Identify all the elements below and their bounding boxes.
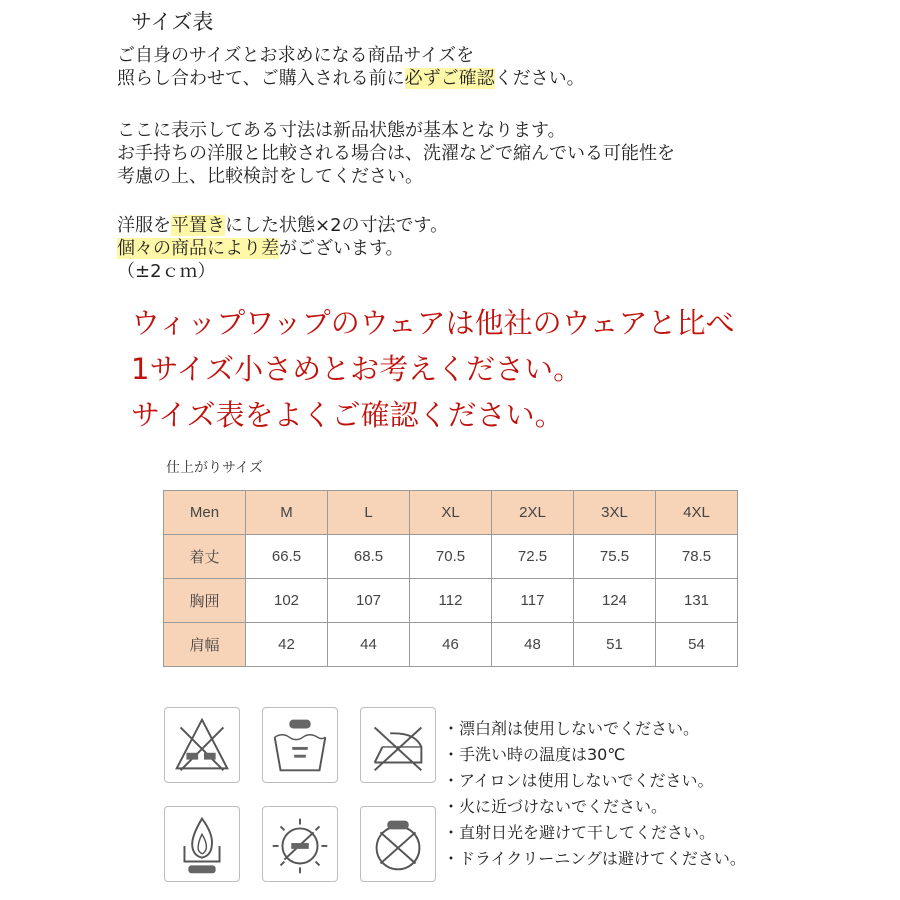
row-label: 肩幅	[164, 623, 246, 667]
table-row	[164, 579, 738, 623]
warning-line-1: ウィップワップのウェアは他社のウェアと比べ	[131, 306, 735, 340]
table-cell: 68.5	[328, 535, 410, 579]
highlight-text: 必ずご確認	[404, 68, 495, 89]
table-cell: 46	[410, 623, 492, 667]
intro-line-2: 照らし合わせて、ご購入される前に必ずご確認ください。	[117, 68, 585, 89]
table-cell: 42	[246, 623, 328, 667]
highlight-text: 個々の商品により差	[117, 238, 279, 259]
row-label: 着丈	[164, 535, 246, 579]
table-cell: 124	[574, 579, 656, 623]
flat-line-1: 洋服を平置きにした状態×2の寸法です。	[117, 215, 449, 236]
care-item: ・直射日光を避けて干してください。	[443, 823, 716, 842]
table-caption: 仕上がりサイズ	[166, 460, 263, 476]
header-cell: XL	[410, 491, 492, 535]
table-cell: 117	[492, 579, 574, 623]
intro-line-1: ご自身のサイズとお求めになる商品サイズを	[117, 45, 475, 66]
table-cell: 70.5	[410, 535, 492, 579]
note-line-1: ここに表示してある寸法は新品状態が基本となります。	[117, 120, 566, 141]
header-cell: 3XL	[574, 491, 656, 535]
care-item: ・ドライクリーニングは避けてください。	[443, 849, 746, 868]
no-bleach-icon	[164, 707, 240, 783]
no-iron-icon	[360, 707, 436, 783]
keep-away-from-fire-icon	[164, 806, 240, 882]
shade-dry-icon	[262, 806, 338, 882]
row-label: 胸囲	[164, 579, 246, 623]
note-line-3: 考慮の上、比較検討をしてください。	[117, 166, 423, 187]
header-cell: 4XL	[656, 491, 738, 535]
tolerance-note: （±2ｃｍ）	[117, 261, 216, 282]
table-row	[164, 535, 738, 579]
warning-line-2: 1サイズ小さめとお考えください。	[131, 352, 583, 386]
size-table	[163, 490, 738, 667]
table-cell: 44	[328, 623, 410, 667]
no-dry-clean-icon	[360, 806, 436, 882]
table-cell: 48	[492, 623, 574, 667]
header-cell: L	[328, 491, 410, 535]
header-cell: 2XL	[492, 491, 574, 535]
table-cell: 78.5	[656, 535, 738, 579]
table-cell: 54	[656, 623, 738, 667]
header-cell: M	[246, 491, 328, 535]
table-cell: 75.5	[574, 535, 656, 579]
table-cell: 66.5	[246, 535, 328, 579]
hand-wash-30-icon	[262, 707, 338, 783]
care-instructions	[443, 716, 746, 872]
table-cell: 107	[328, 579, 410, 623]
table-header-row	[164, 491, 738, 535]
table-cell: 112	[410, 579, 492, 623]
flat-measure-paragraph	[117, 214, 448, 283]
page-title: サイズ表	[131, 10, 214, 34]
table-row	[164, 623, 738, 667]
intro-paragraph	[117, 44, 585, 90]
table-cell: 131	[656, 579, 738, 623]
care-item: ・手洗い時の温度は30℃	[443, 745, 626, 764]
care-item: ・アイロンは使用しないでください。	[443, 771, 714, 790]
measurement-note-paragraph	[117, 119, 675, 188]
table-cell: 72.5	[492, 535, 574, 579]
care-item: ・漂白剤は使用しないでください。	[443, 719, 700, 738]
highlight-text: 平置き	[171, 215, 225, 236]
warning-line-3: サイズ表をよくご確認ください。	[131, 398, 564, 432]
table-cell: 102	[246, 579, 328, 623]
size-warning	[131, 300, 735, 438]
table-cell: 51	[574, 623, 656, 667]
care-item: ・火に近づけないでください。	[443, 797, 668, 816]
flat-line-2: 個々の商品により差がございます。	[117, 238, 404, 259]
note-line-2: お手持ちの洋服と比較される場合は、洗濯などで縮んでいる可能性を	[117, 143, 675, 164]
header-cell: Men	[164, 491, 246, 535]
